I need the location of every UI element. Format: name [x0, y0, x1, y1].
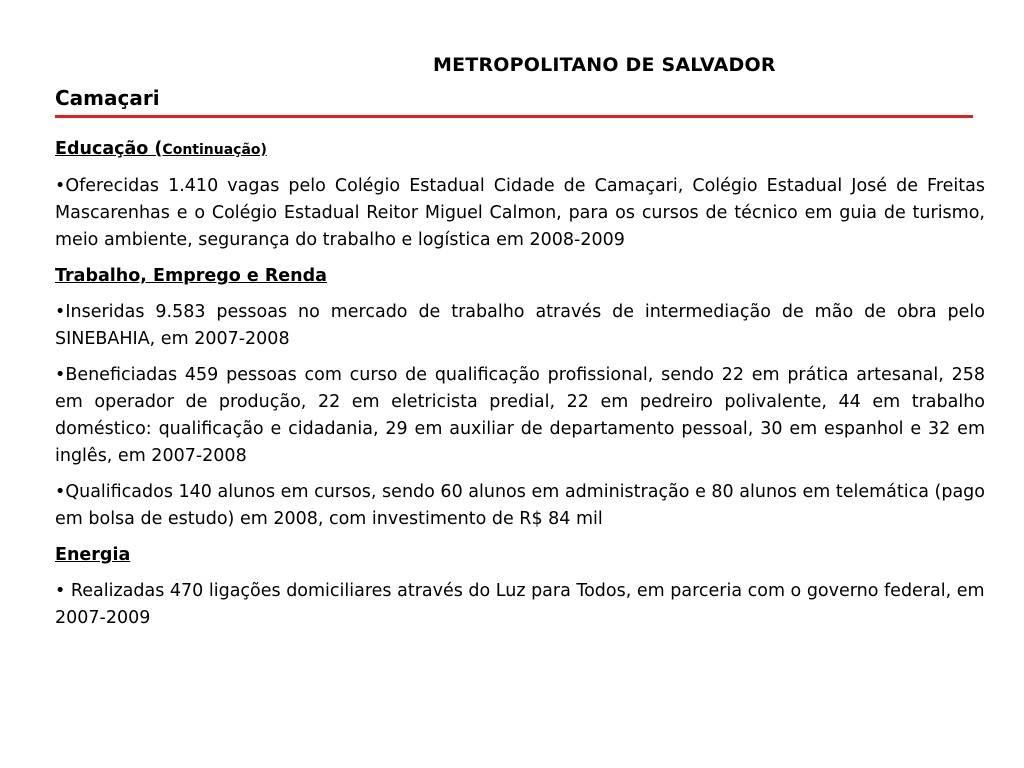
region-title: METROPOLITANO DE SALVADOR	[433, 54, 776, 76]
header-divider	[55, 115, 973, 118]
section-heading-energia: Energia	[55, 545, 131, 565]
slide-content	[55, 136, 985, 641]
section-energia	[55, 542, 985, 632]
city-title: Camaçari	[55, 86, 160, 110]
bullet-item: •Inseridas 9.583 pessoas no mercado de trabalho através de intermediação de mão de obra pelo SINEBAHIA, em 2007-2008	[55, 302, 985, 349]
bullet-item: •Qualificados 140 alunos em cursos, sendo 60 alunos em administração e 80 alunos em telemática (pago em bolsa de estudo) em 2008, com investimento de R$ 84 mil	[55, 482, 985, 529]
bullet-item: •Beneficiadas 459 pessoas com curso de qualificação profissional, sendo 22 em prática artesanal, 258 em operador de produção, 22 em eletricista predial, 22 em pedreiro polivalente, 44 em trabalho doméstico: qualificação e cidadania, 29 em auxiliar de departamento pessoal, 30 em espanhol e 32 em inglês, em 2007-2008	[55, 365, 985, 466]
section-heading-text: Educação (	[55, 139, 163, 159]
section-heading-trabalho: Trabalho, Emprego e Renda	[55, 266, 327, 286]
bullet-item: •Oferecidas 1.410 vagas pelo Colégio Estadual Cidade de Camaçari, Colégio Estadual José de Freitas Mascarenhas e o Colégio Estadual Reitor Miguel Calmon, para os cursos de técnico em guia de turismo, meio ambiente, segurança do trabalho e logística em 2008-2009	[55, 176, 985, 250]
section-heading-suffix: Continuação)	[162, 142, 267, 158]
section-heading-educacao	[55, 136, 985, 164]
section-trabalho	[55, 263, 985, 533]
section-educacao	[55, 136, 985, 254]
bullet-item: • Realizadas 470 ligações domiciliares através do Luz para Todos, em parceria com o governo federal, em 2007-2009	[55, 581, 985, 628]
